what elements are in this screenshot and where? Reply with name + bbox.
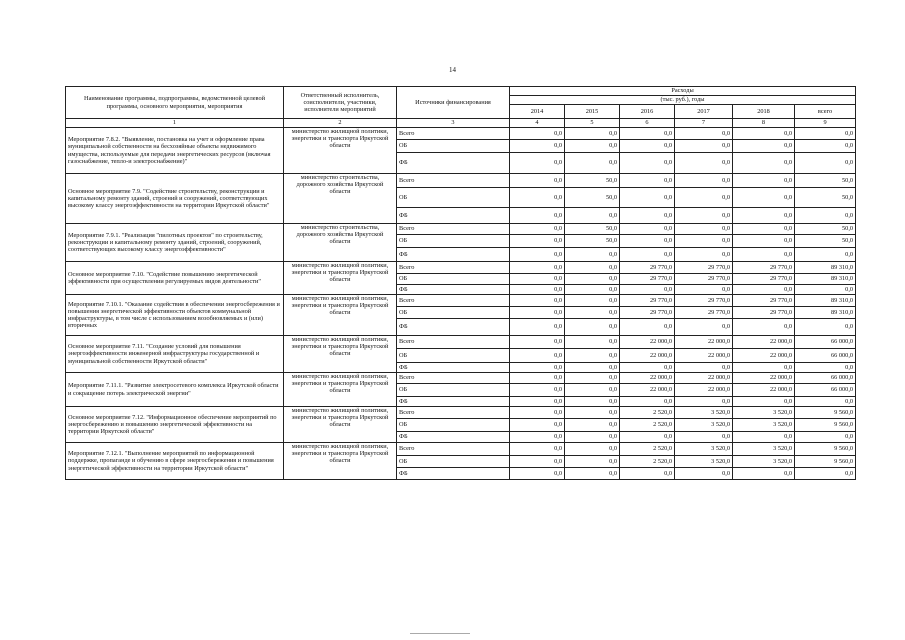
expense-value-cell: 0,0 xyxy=(510,235,565,248)
expense-value-cell: 0,0 xyxy=(510,262,565,274)
program-name-cell: Основное мероприятие 7.11. "Создание условий для повышения энергоэффективности инженерной инфраструктуры государственной и муниципальной собственности Иркутской области" xyxy=(66,336,284,373)
funding-source-cell: ФБ xyxy=(397,319,510,336)
expense-value-cell: 0,0 xyxy=(795,319,856,336)
expense-value-cell: 3 520,0 xyxy=(733,443,795,456)
expense-value-cell: 0,0 xyxy=(620,208,675,224)
executor-cell: министерство жилищной политики, энергетики и транспорта Иркутской области xyxy=(284,336,397,373)
expense-value-cell: 0,0 xyxy=(675,188,733,208)
executor-cell: министерство строительства, дорожного хозяйства Иркутской области xyxy=(284,224,397,262)
expense-value-cell: 0,0 xyxy=(620,224,675,235)
expense-value-cell: 29 770,0 xyxy=(733,307,795,319)
table-row xyxy=(66,224,856,235)
expense-value-cell: 0,0 xyxy=(733,153,795,174)
expense-value-cell: 0,0 xyxy=(733,188,795,208)
expense-value-cell: 0,0 xyxy=(565,336,620,349)
program-name-cell: Основное мероприятие 7.9. "Содействие строительству, реконструкции и капитальному ремонту зданий, строений и сооружений, соответствующих высокому классу энергоэффективности на территории Иркутской области" xyxy=(66,174,284,224)
expense-value-cell: 0,0 xyxy=(620,153,675,174)
year-header: 2017 xyxy=(675,105,733,119)
executor-cell: министерство строительства, дорожного хозяйства Иркутской области xyxy=(284,174,397,224)
expense-value-cell: 50,0 xyxy=(795,188,856,208)
expense-value-cell: 50,0 xyxy=(795,174,856,188)
expense-value-cell: 0,0 xyxy=(620,235,675,248)
expense-value-cell: 2 520,0 xyxy=(620,419,675,432)
table-row xyxy=(66,128,856,140)
column-number: 4 xyxy=(510,119,565,128)
expense-value-cell: 3 520,0 xyxy=(675,407,733,419)
expense-value-cell: 0,0 xyxy=(620,174,675,188)
expense-value-cell: 0,0 xyxy=(565,456,620,468)
expense-value-cell: 0,0 xyxy=(510,397,565,407)
expense-value-cell: 0,0 xyxy=(733,235,795,248)
expense-value-cell: 0,0 xyxy=(733,128,795,140)
column-numbers-row xyxy=(66,119,856,128)
funding-source-cell: Всего xyxy=(397,336,510,349)
expense-value-cell: 89 310,0 xyxy=(795,295,856,307)
expense-value-cell: 0,0 xyxy=(620,140,675,153)
funding-source-cell: Всего xyxy=(397,128,510,140)
funding-source-cell: ОБ xyxy=(397,235,510,248)
expense-value-cell: 3 520,0 xyxy=(733,407,795,419)
year-header: 2018 xyxy=(733,105,795,119)
program-name-cell: Мероприятие 7.12.1. "Выполнение мероприятий по информационной поддержке, пропаганде и обучению в сфере энергосбережения и повышения энергетической эффективности на территории Иркутской области" xyxy=(66,443,284,480)
expense-value-cell: 0,0 xyxy=(795,208,856,224)
funding-source-cell: ОБ xyxy=(397,349,510,363)
expense-value-cell: 0,0 xyxy=(620,285,675,295)
expense-value-cell: 0,0 xyxy=(565,285,620,295)
expense-value-cell: 0,0 xyxy=(565,128,620,140)
expense-value-cell: 22 000,0 xyxy=(733,384,795,397)
expense-value-cell: 50,0 xyxy=(565,174,620,188)
expense-value-cell: 0,0 xyxy=(675,285,733,295)
expense-value-cell: 22 000,0 xyxy=(733,373,795,384)
funding-source-cell: ФБ xyxy=(397,208,510,224)
expense-value-cell: 0,0 xyxy=(510,188,565,208)
expense-value-cell: 0,0 xyxy=(510,384,565,397)
expense-value-cell: 0,0 xyxy=(510,285,565,295)
expense-value-cell: 0,0 xyxy=(795,363,856,373)
expense-value-cell: 29 770,0 xyxy=(620,262,675,274)
expense-value-cell: 9 560,0 xyxy=(795,443,856,456)
executor-cell: министерство жилищной политики, энергетики и транспорта Иркутской области xyxy=(284,128,397,174)
program-name-cell: Основное мероприятие 7.10. "Содействие повышению энергетической эффективности при осуществлении регулируемых видов деятельности" xyxy=(66,262,284,295)
funding-source-cell: ФБ xyxy=(397,397,510,407)
funding-source-cell: ОБ xyxy=(397,140,510,153)
expense-value-cell: 66 000,0 xyxy=(795,373,856,384)
expense-value-cell: 0,0 xyxy=(733,397,795,407)
expense-value-cell: 0,0 xyxy=(733,140,795,153)
expense-value-cell: 0,0 xyxy=(565,363,620,373)
funding-source-cell: ФБ xyxy=(397,248,510,262)
table-header xyxy=(66,87,856,128)
expense-value-cell: 0,0 xyxy=(565,319,620,336)
expense-value-cell: 50,0 xyxy=(565,188,620,208)
expense-value-cell: 50,0 xyxy=(795,235,856,248)
expense-value-cell: 0,0 xyxy=(675,319,733,336)
funding-source-cell: ОБ xyxy=(397,274,510,285)
funding-source-cell: Всего xyxy=(397,174,510,188)
expense-value-cell: 29 770,0 xyxy=(620,274,675,285)
funding-source-cell: ОБ xyxy=(397,307,510,319)
expense-value-cell: 0,0 xyxy=(620,432,675,443)
expense-value-cell: 0,0 xyxy=(795,468,856,480)
expense-value-cell: 22 000,0 xyxy=(620,336,675,349)
expense-value-cell: 3 520,0 xyxy=(733,456,795,468)
expense-value-cell: 29 770,0 xyxy=(733,295,795,307)
expense-value-cell: 50,0 xyxy=(565,224,620,235)
expense-value-cell: 0,0 xyxy=(510,432,565,443)
executor-cell: министерство жилищной политики, энергетики и транспорта Иркутской области xyxy=(284,443,397,480)
funding-source-cell: ОБ xyxy=(397,456,510,468)
expense-value-cell: 0,0 xyxy=(510,373,565,384)
expense-value-cell: 0,0 xyxy=(675,128,733,140)
expense-value-cell: 29 770,0 xyxy=(675,274,733,285)
expense-value-cell: 0,0 xyxy=(733,432,795,443)
expenses-table xyxy=(65,86,856,480)
expense-value-cell: 22 000,0 xyxy=(620,349,675,363)
funding-source-cell: ОБ xyxy=(397,188,510,208)
year-header: 2016 xyxy=(620,105,675,119)
expense-value-cell: 0,0 xyxy=(565,262,620,274)
executor-header: Ответственный исполнитель, соисполнители, участники, исполнители мероприятий xyxy=(284,87,397,119)
expenses-units: (тыс. руб.), годы xyxy=(510,96,856,105)
year-header: 2014 xyxy=(510,105,565,119)
expense-value-cell: 66 000,0 xyxy=(795,384,856,397)
expense-value-cell: 0,0 xyxy=(733,468,795,480)
expense-value-cell: 0,0 xyxy=(795,432,856,443)
expense-value-cell: 0,0 xyxy=(795,128,856,140)
table-row xyxy=(66,295,856,307)
scan-artifact xyxy=(410,633,470,634)
page-number: 14 xyxy=(449,66,456,74)
expense-value-cell: 0,0 xyxy=(510,468,565,480)
expense-value-cell: 0,0 xyxy=(565,468,620,480)
expense-value-cell: 0,0 xyxy=(675,468,733,480)
expense-value-cell: 0,0 xyxy=(565,432,620,443)
column-number: 8 xyxy=(733,119,795,128)
expense-value-cell: 0,0 xyxy=(733,248,795,262)
expense-value-cell: 0,0 xyxy=(565,349,620,363)
table-row xyxy=(66,336,856,349)
expense-value-cell: 0,0 xyxy=(565,397,620,407)
program-name-cell: Мероприятие 7.8.2. "Выявление, постановка на учет и оформление права муниципальной собственности на бесхозяйные объекты недвижимого имущества, используемые для передачи энергетических ресурсов (включая газоснабжение, тепло-и электроснабжение)" xyxy=(66,128,284,174)
expense-value-cell: 89 310,0 xyxy=(795,274,856,285)
expense-value-cell: 3 520,0 xyxy=(675,456,733,468)
funding-source-cell: Всего xyxy=(397,443,510,456)
expense-value-cell: 0,0 xyxy=(733,285,795,295)
expense-value-cell: 0,0 xyxy=(675,432,733,443)
expense-value-cell: 29 770,0 xyxy=(733,274,795,285)
expense-value-cell: 0,0 xyxy=(620,468,675,480)
expense-value-cell: 2 520,0 xyxy=(620,456,675,468)
expense-value-cell: 0,0 xyxy=(565,307,620,319)
expense-value-cell: 0,0 xyxy=(510,407,565,419)
expense-value-cell: 3 520,0 xyxy=(733,419,795,432)
expense-value-cell: 0,0 xyxy=(565,373,620,384)
table-row xyxy=(66,373,856,384)
funding-source-cell: Всего xyxy=(397,224,510,235)
expense-value-cell: 29 770,0 xyxy=(733,262,795,274)
column-number: 7 xyxy=(675,119,733,128)
expense-value-cell: 0,0 xyxy=(675,174,733,188)
expense-value-cell: 0,0 xyxy=(565,443,620,456)
expense-value-cell: 0,0 xyxy=(675,235,733,248)
funding-source-cell: ОБ xyxy=(397,419,510,432)
executor-cell: министерство жилищной политики, энергетики и транспорта Иркутской области xyxy=(284,373,397,407)
expense-value-cell: 0,0 xyxy=(510,456,565,468)
expense-value-cell: 0,0 xyxy=(620,128,675,140)
expense-value-cell: 50,0 xyxy=(795,224,856,235)
expense-value-cell: 2 520,0 xyxy=(620,407,675,419)
expense-value-cell: 0,0 xyxy=(510,128,565,140)
expenses-title: Расходы xyxy=(510,87,856,96)
funding-source-cell: Всего xyxy=(397,407,510,419)
table-row xyxy=(66,174,856,188)
expense-value-cell: 29 770,0 xyxy=(620,295,675,307)
year-header: всего xyxy=(795,105,856,119)
expense-value-cell: 0,0 xyxy=(795,248,856,262)
program-name-cell: Мероприятие 7.9.1. "Реализация "пилотных проектов" по строительству, реконструкции и капитальному ремонту зданий, строений, сооружений, соответствующих высокому классу энергоэффективности" xyxy=(66,224,284,262)
expense-value-cell: 0,0 xyxy=(510,274,565,285)
expense-value-cell: 0,0 xyxy=(565,274,620,285)
column-number: 1 xyxy=(66,119,284,128)
program-name-cell: Мероприятие 7.10.1. "Оказание содействия в обеспечении энергосбережения и повышения энергетической эффективности объектов коммунальной инфраструктуры, в том числе с использованием возобновляемых и (или) вторичных xyxy=(66,295,284,336)
expense-value-cell: 0,0 xyxy=(620,188,675,208)
expense-value-cell: 3 520,0 xyxy=(675,443,733,456)
expense-value-cell: 89 310,0 xyxy=(795,307,856,319)
funding-source-header: Источники финансирования xyxy=(397,87,510,119)
funding-source-cell: ФБ xyxy=(397,432,510,443)
expense-value-cell: 0,0 xyxy=(733,363,795,373)
expense-value-cell: 0,0 xyxy=(510,307,565,319)
table-row xyxy=(66,443,856,456)
funding-source-cell: ФБ xyxy=(397,285,510,295)
expense-value-cell: 0,0 xyxy=(675,397,733,407)
expense-value-cell: 0,0 xyxy=(733,224,795,235)
expense-value-cell: 0,0 xyxy=(675,140,733,153)
year-header: 2015 xyxy=(565,105,620,119)
expense-value-cell: 29 770,0 xyxy=(675,307,733,319)
expense-value-cell: 0,0 xyxy=(565,153,620,174)
expense-value-cell: 0,0 xyxy=(565,248,620,262)
funding-source-cell: ФБ xyxy=(397,363,510,373)
expense-value-cell: 22 000,0 xyxy=(620,373,675,384)
program-name-cell: Основное мероприятие 7.12. "Информационное обеспечение мероприятий по энергосбережению и повышению энергетической эффективности на территории Иркутской области" xyxy=(66,407,284,443)
expense-value-cell: 29 770,0 xyxy=(675,262,733,274)
column-number: 5 xyxy=(565,119,620,128)
expense-value-cell: 22 000,0 xyxy=(733,349,795,363)
funding-source-cell: ФБ xyxy=(397,153,510,174)
expense-value-cell: 0,0 xyxy=(733,208,795,224)
expense-value-cell: 9 560,0 xyxy=(795,419,856,432)
funding-source-cell: ОБ xyxy=(397,384,510,397)
expense-value-cell: 0,0 xyxy=(675,208,733,224)
expense-value-cell: 29 770,0 xyxy=(675,295,733,307)
expense-value-cell: 0,0 xyxy=(510,208,565,224)
expense-value-cell: 0,0 xyxy=(510,153,565,174)
funding-source-cell: Всего xyxy=(397,262,510,274)
expense-value-cell: 0,0 xyxy=(510,248,565,262)
expense-value-cell: 0,0 xyxy=(565,140,620,153)
funding-source-cell: Всего xyxy=(397,295,510,307)
expense-value-cell: 22 000,0 xyxy=(675,336,733,349)
column-number: 6 xyxy=(620,119,675,128)
expense-value-cell: 0,0 xyxy=(675,363,733,373)
expense-value-cell: 29 770,0 xyxy=(620,307,675,319)
funding-source-cell: ФБ xyxy=(397,468,510,480)
expense-value-cell: 3 520,0 xyxy=(675,419,733,432)
expense-value-cell: 0,0 xyxy=(620,248,675,262)
expense-value-cell: 22 000,0 xyxy=(733,336,795,349)
expense-value-cell: 0,0 xyxy=(565,295,620,307)
expense-value-cell: 0,0 xyxy=(565,208,620,224)
expense-value-cell: 0,0 xyxy=(565,419,620,432)
expense-value-cell: 9 560,0 xyxy=(795,407,856,419)
expense-value-cell: 0,0 xyxy=(795,153,856,174)
expense-value-cell: 0,0 xyxy=(733,174,795,188)
expense-value-cell: 89 310,0 xyxy=(795,262,856,274)
expense-value-cell: 0,0 xyxy=(620,397,675,407)
program-name-header: Наименование программы, подпрограммы, ведомственной целевой программы, основного мероприятия, мероприятия xyxy=(66,87,284,119)
expense-value-cell: 0,0 xyxy=(795,397,856,407)
expense-value-cell: 0,0 xyxy=(795,140,856,153)
expense-value-cell: 0,0 xyxy=(620,319,675,336)
expense-value-cell: 22 000,0 xyxy=(620,384,675,397)
expense-value-cell: 0,0 xyxy=(795,285,856,295)
expense-value-cell: 66 000,0 xyxy=(795,349,856,363)
expense-value-cell: 0,0 xyxy=(510,174,565,188)
expense-value-cell: 2 520,0 xyxy=(620,443,675,456)
program-name-cell: Мероприятие 7.11.1. "Развитие электросетевого комплекса Иркутской области и сокращение потерь электрической энергии" xyxy=(66,373,284,407)
expense-value-cell: 0,0 xyxy=(510,443,565,456)
expense-value-cell: 0,0 xyxy=(675,248,733,262)
table-body xyxy=(66,128,856,480)
expense-value-cell: 0,0 xyxy=(510,295,565,307)
expense-value-cell: 0,0 xyxy=(675,153,733,174)
expense-value-cell: 0,0 xyxy=(510,140,565,153)
expense-value-cell: 50,0 xyxy=(565,235,620,248)
executor-cell: министерство жилищной политики, энергетики и транспорта Иркутской области xyxy=(284,407,397,443)
expense-value-cell: 22 000,0 xyxy=(675,384,733,397)
expense-value-cell: 0,0 xyxy=(675,224,733,235)
expense-value-cell: 0,0 xyxy=(510,224,565,235)
expense-value-cell: 0,0 xyxy=(510,336,565,349)
table-row xyxy=(66,407,856,419)
expense-value-cell: 0,0 xyxy=(510,319,565,336)
expense-value-cell: 0,0 xyxy=(510,349,565,363)
expense-value-cell: 0,0 xyxy=(733,319,795,336)
executor-cell: министерство жилищной политики, энергетики и транспорта Иркутской области xyxy=(284,262,397,295)
expense-value-cell: 0,0 xyxy=(565,407,620,419)
funding-source-cell: Всего xyxy=(397,373,510,384)
executor-cell: министерство жилищной политики, энергетики и транспорта Иркутской области xyxy=(284,295,397,336)
expense-value-cell: 22 000,0 xyxy=(675,373,733,384)
column-number: 3 xyxy=(397,119,510,128)
expense-value-cell: 0,0 xyxy=(565,384,620,397)
column-number: 2 xyxy=(284,119,397,128)
column-number: 9 xyxy=(795,119,856,128)
expense-value-cell: 0,0 xyxy=(620,363,675,373)
table-row xyxy=(66,262,856,274)
expense-value-cell: 22 000,0 xyxy=(675,349,733,363)
expense-value-cell: 0,0 xyxy=(510,419,565,432)
expense-value-cell: 66 000,0 xyxy=(795,336,856,349)
expense-value-cell: 9 560,0 xyxy=(795,456,856,468)
expense-value-cell: 0,0 xyxy=(510,363,565,373)
